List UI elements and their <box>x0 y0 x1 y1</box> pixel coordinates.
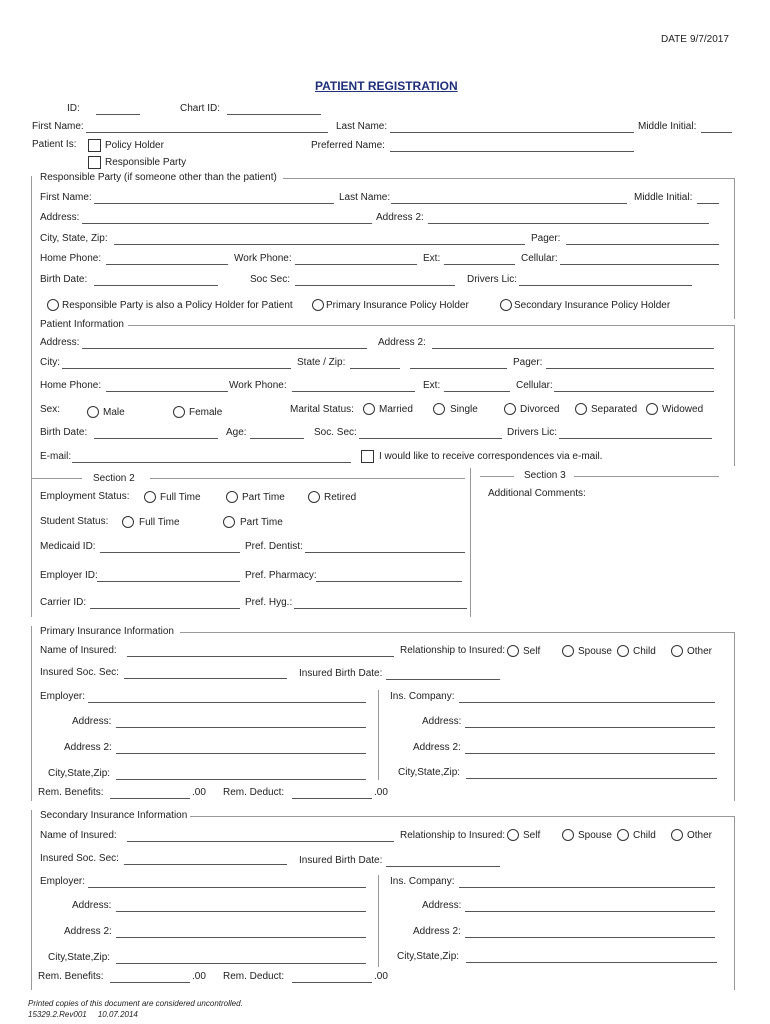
rp-ext-field[interactable] <box>444 264 515 265</box>
rp-address2-field[interactable] <box>428 223 709 224</box>
section-border <box>31 176 32 319</box>
rp-primary-option-label: Primary Insurance Policy Holder <box>326 300 469 311</box>
section-divider <box>180 632 735 633</box>
section-border <box>31 466 32 617</box>
female-radio[interactable] <box>173 406 185 418</box>
pri-child-label: Child <box>633 646 656 657</box>
sec-address2-label: Address 2: <box>64 926 112 937</box>
pi-city-label: City: <box>40 357 60 368</box>
pref-hyg-label: Pref. Hyg.: <box>245 597 293 608</box>
last-name-label: Last Name: <box>336 121 388 132</box>
sec-address-label: Address: <box>72 900 112 911</box>
sec-spouse-radio[interactable] <box>562 829 574 841</box>
pri-rem-benefits-field[interactable] <box>110 798 190 799</box>
sec-rem-deduct-cents: .00 <box>374 971 388 982</box>
preferred-name-label: Preferred Name: <box>311 140 385 151</box>
pri-rem-deduct-field[interactable] <box>292 798 372 799</box>
sec-city-label: City,State,Zip: <box>48 952 111 963</box>
section-border <box>734 816 735 990</box>
pri-company-address2-field[interactable] <box>465 753 715 754</box>
pref-dentist-label: Pref. Dentist: <box>245 541 303 552</box>
id-label: ID: <box>67 103 80 114</box>
pri-company-city-field[interactable] <box>466 778 717 779</box>
rp-secondary-radio[interactable] <box>500 299 512 311</box>
sec-address2-field[interactable] <box>116 937 366 938</box>
rp-pager-field[interactable] <box>566 244 719 245</box>
sec-rem-benefits-cents: .00 <box>192 971 206 982</box>
footer-doc-id: 15329.2.Rev001 10.07.2014 <box>28 1010 138 1019</box>
section-divider <box>574 476 719 477</box>
employment-status-label: Employment Status: <box>40 491 130 502</box>
patient-info-section-title: Patient Information <box>40 319 124 330</box>
section-border <box>470 468 471 617</box>
pi-cellular-field[interactable] <box>554 391 714 392</box>
first-name-field[interactable] <box>86 132 328 133</box>
rp-policy-holder-option-label: Responsible Party is also a Policy Holder for Patient <box>62 300 293 311</box>
sec-company-address2-label: Address 2: <box>413 926 461 937</box>
sec-company-city-field[interactable] <box>466 962 717 963</box>
pi-zip-field[interactable] <box>410 368 507 369</box>
employment-retired-radio[interactable] <box>308 491 320 503</box>
pri-other-radio[interactable] <box>671 645 683 657</box>
sec-name-insured-field[interactable] <box>127 841 394 842</box>
middle-initial-label: Middle Initial: <box>638 121 697 132</box>
id-field[interactable] <box>96 114 140 115</box>
pi-address2-label: Address 2: <box>378 337 426 348</box>
section-border <box>378 875 379 967</box>
pi-home-phone-field[interactable] <box>106 391 228 392</box>
section-divider <box>150 478 465 479</box>
pri-soc-sec-field[interactable] <box>124 678 287 679</box>
sec-company-address-field[interactable] <box>465 911 715 912</box>
divorced-label: Divorced <box>520 404 560 415</box>
sec-company-address2-field[interactable] <box>465 937 715 938</box>
medicaid-id-field[interactable] <box>100 552 240 553</box>
employment-full-time-label: Full Time <box>160 492 201 503</box>
pri-rem-deduct-cents: .00 <box>374 787 388 798</box>
sec-address-field[interactable] <box>116 911 366 912</box>
widowed-label: Widowed <box>662 404 704 415</box>
pri-rem-benefits-label: Rem. Benefits: <box>38 787 104 798</box>
student-full-time-radio[interactable] <box>122 516 134 528</box>
last-name-field[interactable] <box>390 132 634 133</box>
pi-sex-label: Sex: <box>40 404 61 415</box>
sec-birth-date-field[interactable] <box>386 866 500 867</box>
rp-pager-label: Pager: <box>531 233 561 244</box>
pi-soc-sec-label: Soc. Sec: <box>314 427 357 438</box>
pri-address2-label: Address 2: <box>64 742 112 753</box>
section-divider <box>32 478 82 479</box>
chart-id-label: Chart ID: <box>180 103 221 114</box>
rp-home-phone-label: Home Phone: <box>40 253 102 264</box>
sec-company-city-label: City,State,Zip: <box>397 951 460 962</box>
pri-soc-sec-label: Insured Soc. Sec: <box>40 667 119 678</box>
sec-rem-deduct-field[interactable] <box>292 982 372 983</box>
pri-city-field[interactable] <box>116 779 366 780</box>
widowed-radio[interactable] <box>646 403 658 415</box>
pi-state-field[interactable] <box>350 368 400 369</box>
student-full-time-label: Full Time <box>139 517 180 528</box>
section-border <box>31 626 32 801</box>
pri-self-radio[interactable] <box>507 645 519 657</box>
sec-soc-sec-label: Insured Soc. Sec: <box>40 853 119 864</box>
pri-address2-field[interactable] <box>116 753 366 754</box>
sec-city-field[interactable] <box>116 963 366 964</box>
rp-cellular-label: Cellular: <box>521 253 558 264</box>
student-status-label: Student Status: <box>40 516 109 527</box>
section3-title: Section 3 <box>524 470 566 481</box>
single-label: Single <box>450 404 478 415</box>
pri-company-city-label: City,State,Zip: <box>398 767 461 778</box>
pri-name-insured-label: Name of Insured: <box>40 645 117 656</box>
sec-name-insured-label: Name of Insured: <box>40 830 117 841</box>
separated-label: Separated <box>591 404 638 415</box>
sec-ins-company-label: Ins. Company: <box>390 876 455 887</box>
preferred-name-field[interactable] <box>390 151 634 152</box>
additional-comments-label: Additional Comments: <box>488 488 586 499</box>
pi-birth-date-label: Birth Date: <box>40 427 88 438</box>
pri-employer-label: Employer: <box>40 691 86 702</box>
pri-company-address-label: Address: <box>422 716 462 727</box>
male-label: Male <box>103 407 125 418</box>
pri-address-field[interactable] <box>116 727 366 728</box>
sec-birth-date-label: Insured Birth Date: <box>299 855 383 866</box>
pi-address2-field[interactable] <box>432 348 714 349</box>
employment-part-time-radio[interactable] <box>226 491 238 503</box>
pri-employer-field[interactable] <box>88 702 366 703</box>
section-divider <box>480 476 514 477</box>
employment-part-time-label: Part Time <box>242 492 285 503</box>
rp-address-label: Address: <box>40 212 80 223</box>
sec-ins-company-field[interactable] <box>459 887 715 888</box>
rp-drivers-lic-field[interactable] <box>519 285 692 286</box>
policy-holder-checkbox[interactable] <box>88 139 101 152</box>
responsible-party-label: Responsible Party <box>105 157 187 168</box>
pi-email-label: E-mail: <box>40 451 72 462</box>
rp-drivers-lic-label: Drivers Lic: <box>467 274 518 285</box>
responsible-party-section-title: Responsible Party (if someone other than the patient) <box>40 172 277 183</box>
sec-child-label: Child <box>633 830 656 841</box>
pri-ins-company-label: Ins. Company: <box>390 691 455 702</box>
rp-city-label: City, State, Zip: <box>40 233 108 244</box>
rp-last-name-label: Last Name: <box>339 192 391 203</box>
divorced-radio[interactable] <box>504 403 516 415</box>
pri-company-address-field[interactable] <box>465 727 715 728</box>
pri-birth-date-label: Insured Birth Date: <box>299 668 383 679</box>
sec-rem-benefits-field[interactable] <box>110 982 190 983</box>
pi-address-field[interactable] <box>82 348 367 349</box>
rp-soc-sec-label: Soc Sec: <box>250 274 291 285</box>
rp-secondary-option-label: Secondary Insurance Policy Holder <box>514 300 671 311</box>
sec-relationship-label: Relationship to Insured: <box>400 830 506 841</box>
date-value: 9/7/2017 <box>690 34 729 45</box>
section-divider <box>190 816 735 817</box>
pi-address-label: Address: <box>40 337 80 348</box>
rp-work-phone-label: Work Phone: <box>234 253 292 264</box>
pi-pager-field[interactable] <box>546 368 714 369</box>
date-label: DATE <box>661 34 687 45</box>
pi-email-field[interactable] <box>72 462 351 463</box>
pref-pharmacy-field[interactable] <box>316 581 462 582</box>
middle-initial-field[interactable] <box>701 132 732 133</box>
rp-birth-date-label: Birth Date: <box>40 274 88 285</box>
sec-other-radio[interactable] <box>671 829 683 841</box>
pri-birth-date-field[interactable] <box>386 679 500 680</box>
rp-ext-label: Ext: <box>423 253 441 264</box>
pri-name-insured-field[interactable] <box>127 656 394 657</box>
section-border <box>31 319 32 466</box>
male-radio[interactable] <box>87 406 99 418</box>
sec-child-radio[interactable] <box>617 829 629 841</box>
sec-spouse-label: Spouse <box>578 830 612 841</box>
sec-self-radio[interactable] <box>507 829 519 841</box>
section-divider <box>283 178 735 179</box>
sec-company-address-label: Address: <box>422 900 462 911</box>
section-border <box>31 810 32 990</box>
female-label: Female <box>189 407 223 418</box>
pi-city-field[interactable] <box>62 368 291 369</box>
primary-ins-section-title: Primary Insurance Information <box>40 626 174 637</box>
pi-soc-sec-field[interactable] <box>359 438 502 439</box>
footer-disclaimer: Printed copies of this document are considered uncontrolled. <box>28 999 243 1008</box>
married-radio[interactable] <box>363 403 375 415</box>
pi-birth-date-field[interactable] <box>94 438 218 439</box>
pi-drivers-lic-label: Drivers Lic: <box>507 427 558 438</box>
rp-birth-date-field[interactable] <box>94 285 218 286</box>
rp-soc-sec-field[interactable] <box>295 285 455 286</box>
pri-child-radio[interactable] <box>617 645 629 657</box>
pi-age-field[interactable] <box>250 438 304 439</box>
rp-home-phone-field[interactable] <box>106 264 228 265</box>
section-border <box>734 325 735 466</box>
pri-spouse-label: Spouse <box>578 646 612 657</box>
rp-work-phone-field[interactable] <box>295 264 417 265</box>
employer-id-field[interactable] <box>97 581 240 582</box>
student-part-time-label: Part Time <box>240 517 283 528</box>
pi-state-zip-label: State / Zip: <box>297 357 346 368</box>
rp-middle-initial-field[interactable] <box>697 203 719 204</box>
sec-self-label: Self <box>523 830 541 841</box>
rp-primary-radio[interactable] <box>312 299 324 311</box>
pi-pager-label: Pager: <box>513 357 543 368</box>
email-consent-label: I would like to receive correspondences via e-mail. <box>379 451 603 462</box>
pi-age-label: Age: <box>226 427 247 438</box>
pri-rem-benefits-cents: .00 <box>192 787 206 798</box>
pref-dentist-field[interactable] <box>305 552 465 553</box>
pri-rem-deduct-label: Rem. Deduct: <box>223 787 285 798</box>
employment-retired-label: Retired <box>324 492 357 503</box>
pi-ext-label: Ext: <box>423 380 441 391</box>
carrier-id-field[interactable] <box>90 608 240 609</box>
pri-city-label: City,State,Zip: <box>48 768 111 779</box>
rp-first-name-label: First Name: <box>40 192 92 203</box>
employer-id-label: Employer ID: <box>40 570 98 581</box>
sec-soc-sec-field[interactable] <box>124 864 287 865</box>
sec-employer-field[interactable] <box>88 887 366 888</box>
pref-hyg-field[interactable] <box>294 608 467 609</box>
sec-rem-benefits-label: Rem. Benefits: <box>38 971 104 982</box>
first-name-label: First Name: <box>32 121 84 132</box>
marital-status-label: Marital Status: <box>290 404 354 415</box>
rp-middle-initial-label: Middle Initial: <box>634 192 693 203</box>
section-border <box>734 178 735 319</box>
page-title: PATIENT REGISTRATION <box>315 79 458 93</box>
rp-cellular-field[interactable] <box>560 264 719 265</box>
section-border <box>734 632 735 801</box>
rp-address2-label: Address 2: <box>376 212 424 223</box>
sec-other-label: Other <box>687 830 713 841</box>
separated-radio[interactable] <box>575 403 587 415</box>
rp-last-name-field[interactable] <box>391 203 627 204</box>
student-part-time-radio[interactable] <box>223 516 235 528</box>
married-label: Married <box>379 404 413 415</box>
section2-title: Section 2 <box>93 473 135 484</box>
section-divider <box>128 325 735 326</box>
rp-first-name-field[interactable] <box>94 203 334 204</box>
pi-ext-field[interactable] <box>444 391 510 392</box>
patient-is-label: Patient Is: <box>32 139 77 150</box>
policy-holder-label: Policy Holder <box>105 140 164 151</box>
rp-policy-holder-radio[interactable] <box>47 299 59 311</box>
employment-full-time-radio[interactable] <box>144 491 156 503</box>
pi-home-phone-label: Home Phone: <box>40 380 102 391</box>
pi-work-phone-field[interactable] <box>292 391 415 392</box>
pri-relationship-label: Relationship to Insured: <box>400 645 506 656</box>
rp-city-field[interactable] <box>114 244 525 245</box>
rp-address-field[interactable] <box>82 223 372 224</box>
pri-ins-company-field[interactable] <box>459 702 715 703</box>
pri-other-label: Other <box>687 646 713 657</box>
sec-employer-label: Employer: <box>40 876 86 887</box>
pref-pharmacy-label: Pref. Pharmacy: <box>245 570 317 581</box>
section-border <box>378 690 379 780</box>
pi-work-phone-label: Work Phone: <box>229 380 287 391</box>
pri-spouse-radio[interactable] <box>562 645 574 657</box>
pi-cellular-label: Cellular: <box>516 380 553 391</box>
secondary-ins-section-title: Secondary Insurance Information <box>40 810 188 821</box>
chart-id-field[interactable] <box>227 114 321 115</box>
sec-rem-deduct-label: Rem. Deduct: <box>223 971 285 982</box>
medicaid-id-label: Medicaid ID: <box>40 541 96 552</box>
pi-drivers-lic-field[interactable] <box>559 438 712 439</box>
carrier-id-label: Carrier ID: <box>40 597 87 608</box>
pri-self-label: Self <box>523 646 541 657</box>
pri-address-label: Address: <box>72 716 112 727</box>
email-consent-checkbox[interactable] <box>361 450 374 463</box>
pri-company-address2-label: Address 2: <box>413 742 461 753</box>
responsible-party-checkbox[interactable] <box>88 156 101 169</box>
single-radio[interactable] <box>433 403 445 415</box>
